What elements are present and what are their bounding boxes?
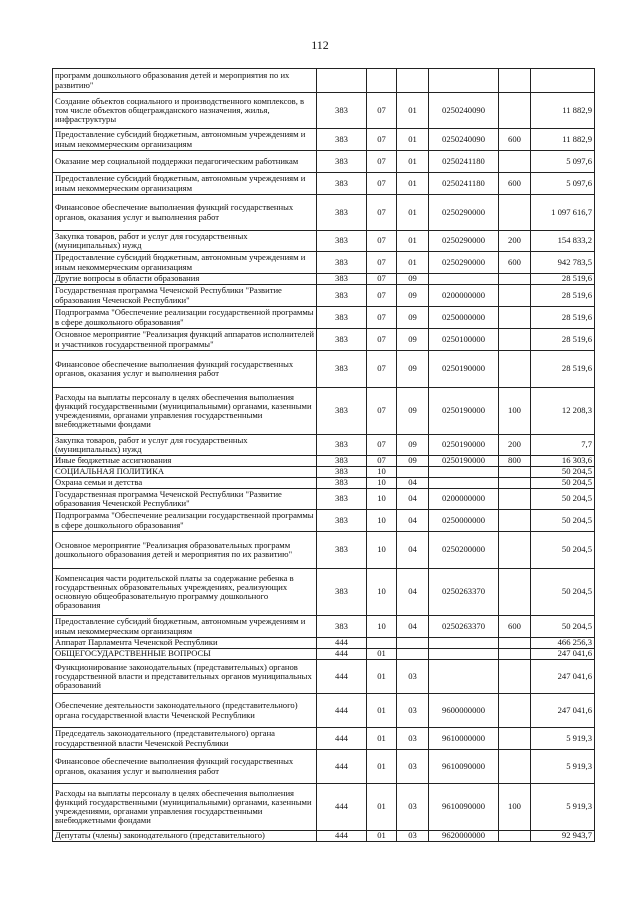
table-row (53, 307, 595, 329)
row-pr: 04 (397, 510, 429, 532)
row-csr (429, 660, 499, 694)
row-ved (317, 69, 367, 93)
row-vr (499, 831, 531, 842)
row-sum: 247 041,6 (531, 660, 595, 694)
row-csr (429, 478, 499, 489)
row-rz: 07 (367, 307, 397, 329)
row-pr: 09 (397, 456, 429, 467)
row-rz (367, 69, 397, 93)
row-ved: 383 (317, 151, 367, 173)
row-pr: 04 (397, 616, 429, 638)
row-name: Охрана семьи и детства (53, 478, 317, 489)
row-sum: 154 833,2 (531, 231, 595, 252)
row-vr (499, 649, 531, 660)
row-rz: 10 (367, 616, 397, 638)
row-rz: 07 (367, 252, 397, 274)
row-sum: 50 204,5 (531, 532, 595, 569)
row-sum: 50 204,5 (531, 489, 595, 510)
row-name: Другие вопросы в области образования (53, 274, 317, 285)
row-rz: 07 (367, 456, 397, 467)
row-ved: 383 (317, 456, 367, 467)
row-name: Создание объектов социального и производственного комплексов, в том числе объектов общегражданского назначения, жилья, инфраструктуры (53, 93, 317, 129)
table-row (53, 151, 595, 173)
row-name: Обеспечение деятельности законодательного (представительного) органа государственной власти Чеченской Республики (53, 694, 317, 728)
row-pr: 03 (397, 750, 429, 784)
row-rz: 01 (367, 649, 397, 660)
table-row (53, 784, 595, 831)
row-sum: 16 303,6 (531, 456, 595, 467)
row-name: Иные бюджетные ассигнования (53, 456, 317, 467)
row-sum (531, 69, 595, 93)
row-sum: 50 204,5 (531, 616, 595, 638)
row-name: Государственная программа Чеченской Республики "Развитие образования Чеченской Республики" (53, 489, 317, 510)
table-row (53, 616, 595, 638)
row-name: Предоставление субсидий бюджетным, автономным учреждениям и иным некоммерческим организациям (53, 129, 317, 151)
row-rz: 10 (367, 478, 397, 489)
row-ved: 383 (317, 351, 367, 388)
row-name: Предоставление субсидий бюджетным, автономным учреждениям и иным некоммерческим организациям (53, 252, 317, 274)
row-vr (499, 532, 531, 569)
row-name: Расходы на выплаты персоналу в целях обеспечения выполнения функций государственными (муниципальными) органами, казенными учреждениями, органами управления государственными внебюджетными фондами (53, 388, 317, 435)
table-row (53, 510, 595, 532)
row-ved: 383 (317, 329, 367, 351)
row-ved: 383 (317, 478, 367, 489)
row-name: Закупка товаров, работ и услуг для государственных (муниципальных) нужд (53, 231, 317, 252)
row-vr (499, 274, 531, 285)
row-csr: 0250241180 (429, 173, 499, 195)
row-csr (429, 274, 499, 285)
row-vr: 600 (499, 173, 531, 195)
row-pr: 03 (397, 660, 429, 694)
row-name: Основное мероприятие "Реализация функций аппаратов исполнителей и участников государственной программы" (53, 329, 317, 351)
row-csr (429, 649, 499, 660)
row-vr (499, 694, 531, 728)
row-sum: 5 919,3 (531, 728, 595, 750)
row-vr: 200 (499, 231, 531, 252)
table-row (53, 93, 595, 129)
row-sum: 11 882,9 (531, 129, 595, 151)
row-ved: 383 (317, 435, 367, 456)
row-pr: 09 (397, 388, 429, 435)
row-vr (499, 467, 531, 478)
row-rz: 07 (367, 93, 397, 129)
row-csr: 9600000000 (429, 694, 499, 728)
row-sum: 28 519,6 (531, 274, 595, 285)
row-ved: 383 (317, 173, 367, 195)
row-csr: 0200000000 (429, 285, 499, 307)
row-name: Финансовое обеспечение выполнения функций государственных органов, оказания услуг и выполнения работ (53, 750, 317, 784)
row-ved: 444 (317, 660, 367, 694)
row-sum: 50 204,5 (531, 478, 595, 489)
row-name: Предоставление субсидий бюджетным, автономным учреждениям и иным некоммерческим организациям (53, 616, 317, 638)
row-ved: 383 (317, 467, 367, 478)
row-sum: 28 519,6 (531, 329, 595, 351)
row-ved: 383 (317, 569, 367, 616)
row-vr (499, 285, 531, 307)
row-csr: 0250240090 (429, 93, 499, 129)
row-csr: 0250263370 (429, 616, 499, 638)
row-sum: 12 208,3 (531, 388, 595, 435)
row-sum: 5 097,6 (531, 173, 595, 195)
row-csr (429, 638, 499, 649)
row-sum: 28 519,6 (531, 351, 595, 388)
row-name: Депутаты (члены) законодательного (представительного) (53, 831, 317, 842)
row-pr: 04 (397, 489, 429, 510)
row-csr: 0250190000 (429, 435, 499, 456)
row-vr (499, 478, 531, 489)
row-sum: 5 919,3 (531, 750, 595, 784)
row-pr: 04 (397, 478, 429, 489)
row-name: Предоставление субсидий бюджетным, автономным учреждениям и иным некоммерческим организациям (53, 173, 317, 195)
row-sum: 28 519,6 (531, 307, 595, 329)
row-pr: 01 (397, 151, 429, 173)
row-csr: 0250240090 (429, 129, 499, 151)
row-csr: 0250241180 (429, 151, 499, 173)
row-ved: 383 (317, 252, 367, 274)
row-ved: 383 (317, 616, 367, 638)
table-row (53, 456, 595, 467)
row-csr: 0250200000 (429, 532, 499, 569)
row-sum: 5 097,6 (531, 151, 595, 173)
row-vr (499, 660, 531, 694)
row-name: Оказание мер социальной поддержки педагогическим работникам (53, 151, 317, 173)
row-pr: 01 (397, 231, 429, 252)
table-row (53, 569, 595, 616)
row-csr: 9610090000 (429, 750, 499, 784)
row-name: Компенсация части родительской платы за содержание ребенка в государственных образовательных учреждениях, реализующих основную общеобразовательную программу дошкольного образования (53, 569, 317, 616)
row-name: Председатель законодательного (представительного) органа государственной власти Чеченской Республики (53, 728, 317, 750)
row-rz: 07 (367, 129, 397, 151)
table-row (53, 195, 595, 231)
row-sum: 50 204,5 (531, 510, 595, 532)
row-vr: 600 (499, 252, 531, 274)
row-csr: 0250000000 (429, 307, 499, 329)
row-name: Подпрограмма "Обеспечение реализации государственной программы в сфере дошкольного образования" (53, 307, 317, 329)
row-sum: 28 519,6 (531, 285, 595, 307)
row-pr (397, 638, 429, 649)
table-row (53, 173, 595, 195)
row-sum: 5 919,3 (531, 784, 595, 831)
row-name: Подпрограмма "Обеспечение реализации государственной программы в сфере дошкольного образования" (53, 510, 317, 532)
table-row (53, 435, 595, 456)
table-row (53, 274, 595, 285)
table-row (53, 69, 595, 93)
row-rz: 07 (367, 231, 397, 252)
row-csr: 0250190000 (429, 351, 499, 388)
row-rz: 07 (367, 151, 397, 173)
table-row (53, 728, 595, 750)
row-pr: 09 (397, 435, 429, 456)
table-row (53, 750, 595, 784)
row-rz: 07 (367, 435, 397, 456)
row-vr (499, 638, 531, 649)
row-rz: 07 (367, 285, 397, 307)
row-csr: 9610000000 (429, 728, 499, 750)
row-sum: 11 882,9 (531, 93, 595, 129)
row-pr: 09 (397, 285, 429, 307)
row-vr (499, 750, 531, 784)
row-rz: 10 (367, 489, 397, 510)
row-vr (499, 728, 531, 750)
row-pr (397, 69, 429, 93)
row-csr: 0250000000 (429, 510, 499, 532)
row-pr: 01 (397, 129, 429, 151)
row-rz: 10 (367, 569, 397, 616)
row-ved: 383 (317, 388, 367, 435)
row-ved: 444 (317, 694, 367, 728)
row-pr (397, 467, 429, 478)
row-name: ОБЩЕГОСУДАРСТВЕННЫЕ ВОПРОСЫ (53, 649, 317, 660)
table-row (53, 388, 595, 435)
row-name: Закупка товаров, работ и услуг для государственных (муниципальных) нужд (53, 435, 317, 456)
row-vr: 600 (499, 616, 531, 638)
row-sum: 7,7 (531, 435, 595, 456)
row-name: Расходы на выплаты персоналу в целях обеспечения выполнения функций государственными (муниципальными) органами, казенными учреждениями, органами управления государственными внебюджетными фондами (53, 784, 317, 831)
row-rz: 01 (367, 784, 397, 831)
row-sum: 1 097 616,7 (531, 195, 595, 231)
row-rz: 07 (367, 351, 397, 388)
row-pr: 09 (397, 351, 429, 388)
row-rz: 01 (367, 831, 397, 842)
row-ved: 444 (317, 750, 367, 784)
table-row (53, 285, 595, 307)
table-row (53, 467, 595, 478)
row-rz: 10 (367, 467, 397, 478)
row-pr: 09 (397, 307, 429, 329)
row-csr: 9620000000 (429, 831, 499, 842)
table-row (53, 478, 595, 489)
table-row (53, 649, 595, 660)
row-name: программ дошкольного образования детей и мероприятия по их развитию" (53, 69, 317, 93)
table-row (53, 329, 595, 351)
row-rz: 01 (367, 694, 397, 728)
row-csr (429, 467, 499, 478)
row-sum: 247 041,6 (531, 694, 595, 728)
row-ved: 383 (317, 307, 367, 329)
table-row (53, 231, 595, 252)
row-pr: 01 (397, 173, 429, 195)
budget-table (52, 68, 595, 842)
row-vr (499, 489, 531, 510)
row-sum: 942 783,5 (531, 252, 595, 274)
row-name: СОЦИАЛЬНАЯ ПОЛИТИКА (53, 467, 317, 478)
row-vr: 100 (499, 388, 531, 435)
row-ved: 444 (317, 728, 367, 750)
row-pr: 04 (397, 532, 429, 569)
row-ved: 383 (317, 195, 367, 231)
row-csr: 0250190000 (429, 388, 499, 435)
row-vr (499, 151, 531, 173)
row-rz: 01 (367, 750, 397, 784)
table-row (53, 694, 595, 728)
row-name: Аппарат Парламента Чеченской Республики (53, 638, 317, 649)
row-rz (367, 638, 397, 649)
row-rz: 07 (367, 195, 397, 231)
row-vr (499, 329, 531, 351)
row-vr (499, 510, 531, 532)
row-vr: 200 (499, 435, 531, 456)
row-sum: 50 204,5 (531, 467, 595, 478)
row-rz: 01 (367, 728, 397, 750)
row-csr: 0200000000 (429, 489, 499, 510)
row-vr: 100 (499, 784, 531, 831)
row-ved: 444 (317, 784, 367, 831)
row-csr: 0250100000 (429, 329, 499, 351)
table-row (53, 660, 595, 694)
row-ved: 383 (317, 489, 367, 510)
table-row (53, 489, 595, 510)
row-pr: 03 (397, 831, 429, 842)
row-sum: 247 041,6 (531, 649, 595, 660)
table-row (53, 252, 595, 274)
table-row (53, 831, 595, 842)
row-pr: 09 (397, 274, 429, 285)
row-rz: 07 (367, 274, 397, 285)
row-rz: 07 (367, 329, 397, 351)
row-name: Финансовое обеспечение выполнения функций государственных органов, оказания услуг и выполнения работ (53, 195, 317, 231)
row-ved: 383 (317, 532, 367, 569)
row-pr: 03 (397, 694, 429, 728)
row-ved: 383 (317, 285, 367, 307)
row-ved: 444 (317, 649, 367, 660)
row-rz: 07 (367, 388, 397, 435)
row-csr (429, 69, 499, 93)
row-name: Государственная программа Чеченской Республики "Развитие образования Чеченской Республики" (53, 285, 317, 307)
row-csr: 0250190000 (429, 456, 499, 467)
table-row (53, 638, 595, 649)
row-csr: 0250290000 (429, 195, 499, 231)
row-vr (499, 351, 531, 388)
row-rz: 10 (367, 532, 397, 569)
row-sum: 50 204,5 (531, 569, 595, 616)
table-row (53, 129, 595, 151)
table-row (53, 351, 595, 388)
row-rz: 07 (367, 173, 397, 195)
row-pr (397, 649, 429, 660)
row-ved: 383 (317, 231, 367, 252)
row-csr: 9610090000 (429, 784, 499, 831)
row-ved: 383 (317, 93, 367, 129)
row-sum: 92 943,7 (531, 831, 595, 842)
row-pr: 03 (397, 728, 429, 750)
page-number: 112 (311, 38, 329, 52)
row-rz: 01 (367, 660, 397, 694)
row-vr (499, 69, 531, 93)
row-pr: 01 (397, 252, 429, 274)
table-row (53, 532, 595, 569)
row-ved: 444 (317, 638, 367, 649)
row-csr: 0250290000 (429, 252, 499, 274)
row-pr: 03 (397, 784, 429, 831)
row-vr (499, 569, 531, 616)
row-name: Основное мероприятие "Реализация образовательных программ дошкольного образования детей и мероприятия по их развитию" (53, 532, 317, 569)
row-pr: 01 (397, 195, 429, 231)
row-vr (499, 93, 531, 129)
row-vr: 800 (499, 456, 531, 467)
row-ved: 383 (317, 510, 367, 532)
row-sum: 466 256,3 (531, 638, 595, 649)
row-pr: 01 (397, 93, 429, 129)
row-vr (499, 195, 531, 231)
row-ved: 383 (317, 129, 367, 151)
row-csr: 0250263370 (429, 569, 499, 616)
row-vr: 600 (499, 129, 531, 151)
row-pr: 04 (397, 569, 429, 616)
row-pr: 09 (397, 329, 429, 351)
row-ved: 444 (317, 831, 367, 842)
row-csr: 0250290000 (429, 231, 499, 252)
row-vr (499, 307, 531, 329)
row-rz: 10 (367, 510, 397, 532)
row-name: Финансовое обеспечение выполнения функций государственных органов, оказания услуг и выполнения работ (53, 351, 317, 388)
row-name: Функционирование законодательных (представительных) органов государственной власти и представительных органов муниципальных образований (53, 660, 317, 694)
row-ved: 383 (317, 274, 367, 285)
